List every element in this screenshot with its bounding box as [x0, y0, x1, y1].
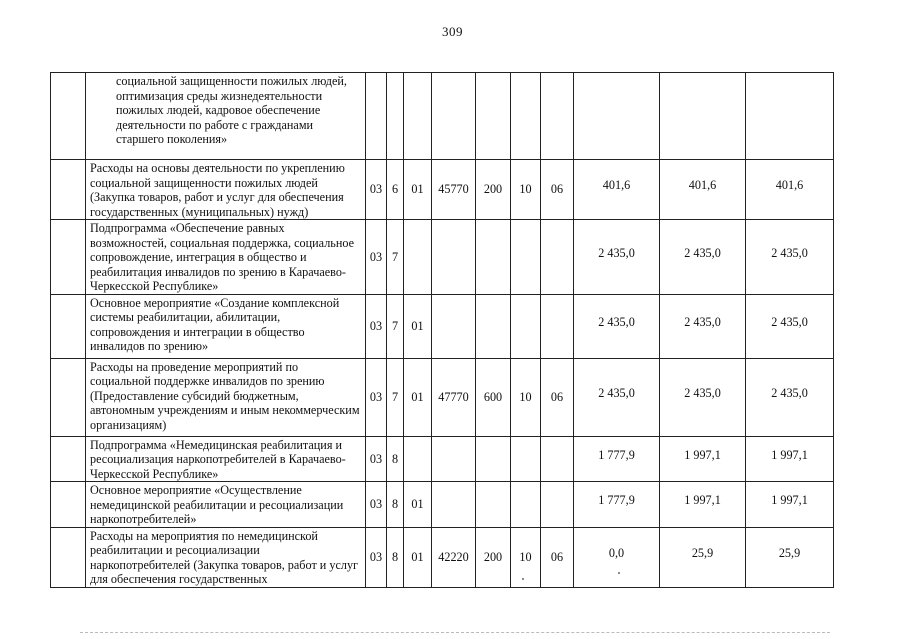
code-direction: 45770	[432, 160, 476, 220]
code-section	[511, 220, 541, 295]
value-year-2: 2 435,0	[660, 220, 746, 295]
code-subsection	[541, 436, 574, 482]
value-year-1: 1 777,9	[574, 436, 660, 482]
code-subprogram: 01	[404, 358, 432, 436]
row-marker-cell	[51, 294, 86, 358]
code-subprogram: 01	[404, 294, 432, 358]
row-marker-cell	[51, 220, 86, 295]
value-year-2: 2 435,0	[660, 294, 746, 358]
table-row	[51, 482, 834, 528]
code-program: 8	[387, 436, 404, 482]
row-name: Основное мероприятие «Создание комплексной системы реабилитации, абилитации, сопровождения и интеграции в общество инвалидов по зрению»	[86, 294, 366, 358]
row-name: социальной защищенности пожилых людей, оптимизация среды жизнедеятельности пожилых людей, кадровое обеспечение деятельности по работе с гражданами старшего поколения»	[86, 73, 366, 160]
value-year-1: 2 435,0	[574, 294, 660, 358]
code-direction	[432, 294, 476, 358]
value-year-3: 2 435,0	[746, 220, 834, 295]
code-expense-type: 200	[476, 160, 511, 220]
table-row	[51, 358, 834, 436]
value-year-2	[660, 73, 746, 160]
scan-speck	[522, 578, 524, 580]
value-year-3	[746, 73, 834, 160]
code-ministry	[366, 73, 387, 160]
code-expense-type: 200	[476, 527, 511, 587]
table-row	[51, 294, 834, 358]
value-year-3: 1 997,1	[746, 436, 834, 482]
code-direction: 47770	[432, 358, 476, 436]
budget-table	[50, 72, 834, 588]
code-subsection	[541, 73, 574, 160]
row-marker-cell	[51, 160, 86, 220]
code-section: 10	[511, 160, 541, 220]
code-ministry: 03	[366, 160, 387, 220]
code-subsection: 06	[541, 358, 574, 436]
code-expense-type	[476, 73, 511, 160]
code-section	[511, 482, 541, 528]
code-program: 7	[387, 294, 404, 358]
code-expense-type: 600	[476, 358, 511, 436]
value-year-1: 2 435,0	[574, 220, 660, 295]
value-year-1: 0,0	[574, 527, 660, 587]
code-ministry: 03	[366, 436, 387, 482]
code-subsection	[541, 294, 574, 358]
value-year-2: 401,6	[660, 160, 746, 220]
table-row	[51, 436, 834, 482]
code-section	[511, 436, 541, 482]
code-direction	[432, 73, 476, 160]
page-number: 309	[442, 24, 463, 39]
code-expense-type	[476, 482, 511, 528]
table-row	[51, 220, 834, 295]
scan-edge-line	[80, 632, 830, 633]
value-year-3: 401,6	[746, 160, 834, 220]
code-subprogram	[404, 436, 432, 482]
scan-speck	[618, 572, 620, 574]
value-year-3: 1 997,1	[746, 482, 834, 528]
row-name: Основное мероприятие «Осуществление немедицинской реабилитации и ресоциализации наркопотребителей»	[86, 482, 366, 528]
code-subprogram	[404, 220, 432, 295]
code-direction	[432, 482, 476, 528]
code-ministry: 03	[366, 527, 387, 587]
code-program: 8	[387, 527, 404, 587]
code-program: 7	[387, 220, 404, 295]
row-name: Подпрограмма «Обеспечение равных возможностей, социальная поддержка, социальное сопровождение, интеграция в общество и реабилитация инвалидов по зрению в Карачаево-Черкесской Республике»	[86, 220, 366, 295]
code-direction: 42220	[432, 527, 476, 587]
value-year-3: 25,9	[746, 527, 834, 587]
code-expense-type	[476, 220, 511, 295]
code-program	[387, 73, 404, 160]
row-name: Расходы на проведение мероприятий по социальной поддержке инвалидов по зрению (Предоставление субсидий бюджетным, автономным учреждениям и иным некоммерческим организациям)	[86, 358, 366, 436]
code-subsection	[541, 482, 574, 528]
value-year-1: 1 777,9	[574, 482, 660, 528]
code-ministry: 03	[366, 220, 387, 295]
value-year-1: 401,6	[574, 160, 660, 220]
value-year-1	[574, 73, 660, 160]
value-year-1: 2 435,0	[574, 358, 660, 436]
row-marker-cell	[51, 527, 86, 587]
row-marker-cell	[51, 482, 86, 528]
code-subsection: 06	[541, 527, 574, 587]
code-program: 8	[387, 482, 404, 528]
row-name: Подпрограмма «Немедицинская реабилитация и ресоциализация наркопотребителей в Карачаево-Черкесской Республике»	[86, 436, 366, 482]
code-subprogram: 01	[404, 160, 432, 220]
code-section	[511, 73, 541, 160]
value-year-2: 2 435,0	[660, 358, 746, 436]
code-subsection: 06	[541, 160, 574, 220]
code-program: 7	[387, 358, 404, 436]
value-year-3: 2 435,0	[746, 294, 834, 358]
code-ministry: 03	[366, 294, 387, 358]
code-subsection	[541, 220, 574, 295]
value-year-2: 1 997,1	[660, 482, 746, 528]
value-year-2: 1 997,1	[660, 436, 746, 482]
code-section	[511, 294, 541, 358]
code-expense-type	[476, 294, 511, 358]
table-row	[51, 527, 834, 587]
code-program: 6	[387, 160, 404, 220]
code-section: 10	[511, 358, 541, 436]
row-name: Расходы на мероприятия по немедицинской реабилитации и ресоциализации наркопотребителей (Закупка товаров, работ и услуг для обеспечения государственных	[86, 527, 366, 587]
table-row	[51, 160, 834, 220]
row-marker-cell	[51, 73, 86, 160]
row-marker-cell	[51, 358, 86, 436]
value-year-2: 25,9	[660, 527, 746, 587]
code-section: 10	[511, 527, 541, 587]
code-direction	[432, 436, 476, 482]
table-row	[51, 73, 834, 160]
row-marker-cell	[51, 436, 86, 482]
code-ministry: 03	[366, 482, 387, 528]
row-name: Расходы на основы деятельности по укреплению социальной защищенности пожилых людей (Закупка товаров, работ и услуг для обеспечения государственных (муниципальных) нужд)	[86, 160, 366, 220]
code-subprogram: 01	[404, 482, 432, 528]
code-subprogram	[404, 73, 432, 160]
code-direction	[432, 220, 476, 295]
value-year-3: 2 435,0	[746, 358, 834, 436]
code-ministry: 03	[366, 358, 387, 436]
code-expense-type	[476, 436, 511, 482]
code-subprogram: 01	[404, 527, 432, 587]
